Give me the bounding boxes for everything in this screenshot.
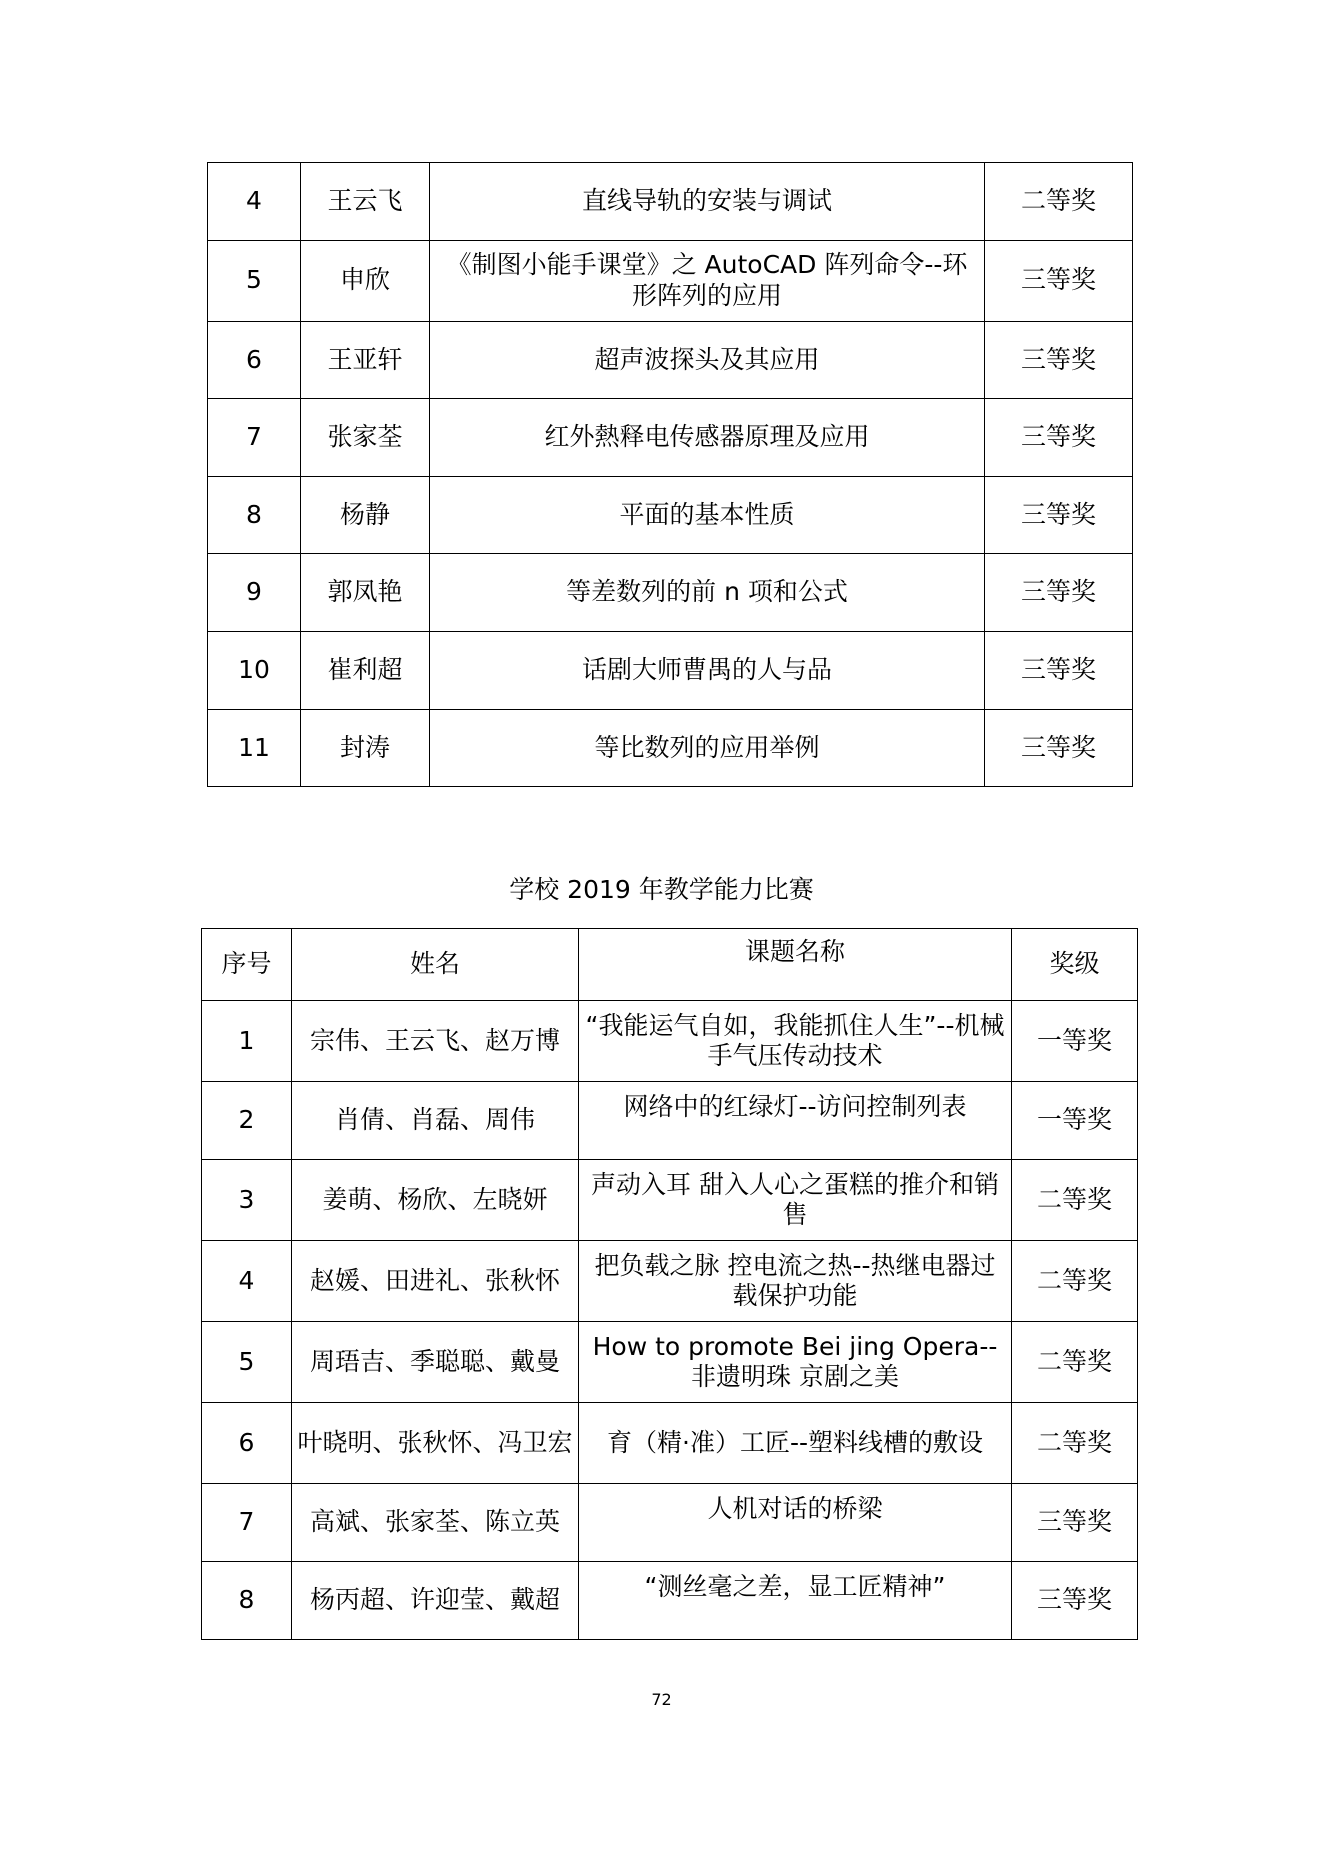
row-award: 三等奖 — [1012, 1484, 1138, 1562]
row-topic: “测丝毫之差，显工匠精神” — [579, 1562, 1012, 1640]
row-award: 一等奖 — [1012, 1001, 1138, 1082]
row-topic: 《制图小能手课堂》之 AutoCAD 阵列命令--环形阵列的应用 — [430, 240, 985, 321]
section-title: 学校 2019 年教学能力比赛 — [509, 875, 814, 904]
row-award: 二等奖 — [1012, 1322, 1138, 1403]
row-name: 宗伟、王云飞、赵万博 — [292, 1001, 579, 1082]
row-topic: 等比数列的应用举例 — [430, 709, 985, 787]
row-award: 三等奖 — [985, 399, 1133, 477]
row-number: 9 — [208, 554, 301, 632]
row-number: 2 — [202, 1082, 292, 1160]
row-name: 周珸吉、季聪聪、戴曼 — [292, 1322, 579, 1403]
row-award: 三等奖 — [985, 554, 1133, 632]
table-row — [208, 321, 1133, 399]
table-row — [208, 631, 1133, 709]
row-topic: 人机对话的桥梁 — [579, 1484, 1012, 1562]
table-row — [208, 163, 1133, 241]
row-topic: 话剧大师曹禺的人与品 — [430, 631, 985, 709]
row-number: 6 — [208, 321, 301, 399]
header-name: 姓名 — [292, 929, 579, 1001]
row-name: 张家荃 — [301, 399, 430, 477]
row-award: 二等奖 — [1012, 1241, 1138, 1322]
row-topic: 平面的基本性质 — [430, 476, 985, 554]
table-row — [202, 1562, 1138, 1640]
table-row — [202, 1484, 1138, 1562]
page-number: 72 — [651, 1690, 672, 1709]
row-name: 杨静 — [301, 476, 430, 554]
row-award: 三等奖 — [985, 476, 1133, 554]
row-number: 8 — [202, 1562, 292, 1640]
row-award: 二等奖 — [1012, 1403, 1138, 1484]
row-award: 三等奖 — [1012, 1562, 1138, 1640]
row-award: 二等奖 — [1012, 1160, 1138, 1241]
row-name: 高斌、张家荃、陈立英 — [292, 1484, 579, 1562]
header-number: 序号 — [202, 929, 292, 1001]
row-name: 肖倩、肖磊、周伟 — [292, 1082, 579, 1160]
row-topic: 红外熱释电传感器原理及应用 — [430, 399, 985, 477]
row-topic: 直线导轨的安装与调试 — [430, 163, 985, 241]
row-topic: 育（精·准）工匠--塑料线槽的敷设 — [579, 1403, 1012, 1484]
row-topic: 网络中的红绿灯--访问控制列表 — [579, 1082, 1012, 1160]
table-row — [208, 709, 1133, 787]
row-number: 1 — [202, 1001, 292, 1082]
row-number: 6 — [202, 1403, 292, 1484]
row-number: 7 — [202, 1484, 292, 1562]
row-number: 4 — [202, 1241, 292, 1322]
row-award: 三等奖 — [985, 631, 1133, 709]
row-topic: How to promote Bei jing Opera--非遗明珠 京剧之美 — [579, 1322, 1012, 1403]
row-name: 姜萌、杨欣、左晓妍 — [292, 1160, 579, 1241]
row-topic: 把负载之脉 控电流之热--热继电器过载保护功能 — [579, 1241, 1012, 1322]
row-topic: 声动入耳 甜入人心之蛋糕的推介和销售 — [579, 1160, 1012, 1241]
table-row — [202, 1001, 1138, 1082]
row-topic: “我能运气自如，我能抓住人生”--机械手气压传动技术 — [579, 1001, 1012, 1082]
row-number: 8 — [208, 476, 301, 554]
row-award: 二等奖 — [985, 163, 1133, 241]
row-topic: 等差数列的前 n 项和公式 — [430, 554, 985, 632]
row-number: 5 — [208, 240, 301, 321]
row-name: 崔利超 — [301, 631, 430, 709]
row-number: 4 — [208, 163, 301, 241]
row-name: 王亚轩 — [301, 321, 430, 399]
row-name: 赵媛、田进礼、张秋怀 — [292, 1241, 579, 1322]
row-number: 5 — [202, 1322, 292, 1403]
table-header-row — [202, 929, 1138, 1001]
row-number: 11 — [208, 709, 301, 787]
row-topic: 超声波探头及其应用 — [430, 321, 985, 399]
row-name: 封涛 — [301, 709, 430, 787]
row-award: 三等奖 — [985, 321, 1133, 399]
table-row — [208, 476, 1133, 554]
row-number: 7 — [208, 399, 301, 477]
header-topic: 课题名称 — [579, 929, 1012, 1001]
award-table-1 — [207, 162, 1133, 787]
table-row — [202, 1160, 1138, 1241]
table-row — [208, 240, 1133, 321]
table-row — [202, 1241, 1138, 1322]
table-row — [208, 554, 1133, 632]
header-award: 奖级 — [1012, 929, 1138, 1001]
row-award: 一等奖 — [1012, 1082, 1138, 1160]
row-name: 叶晓明、张秋怀、冯卫宏 — [292, 1403, 579, 1484]
row-name: 申欣 — [301, 240, 430, 321]
table-row — [202, 1322, 1138, 1403]
row-name: 王云飞 — [301, 163, 430, 241]
row-number: 3 — [202, 1160, 292, 1241]
row-award: 三等奖 — [985, 240, 1133, 321]
row-name: 杨丙超、许迎莹、戴超 — [292, 1562, 579, 1640]
row-number: 10 — [208, 631, 301, 709]
table-row — [202, 1082, 1138, 1160]
table-row — [208, 399, 1133, 477]
row-award: 三等奖 — [985, 709, 1133, 787]
award-table-2 — [201, 928, 1138, 1640]
table-row — [202, 1403, 1138, 1484]
row-name: 郭凤艳 — [301, 554, 430, 632]
